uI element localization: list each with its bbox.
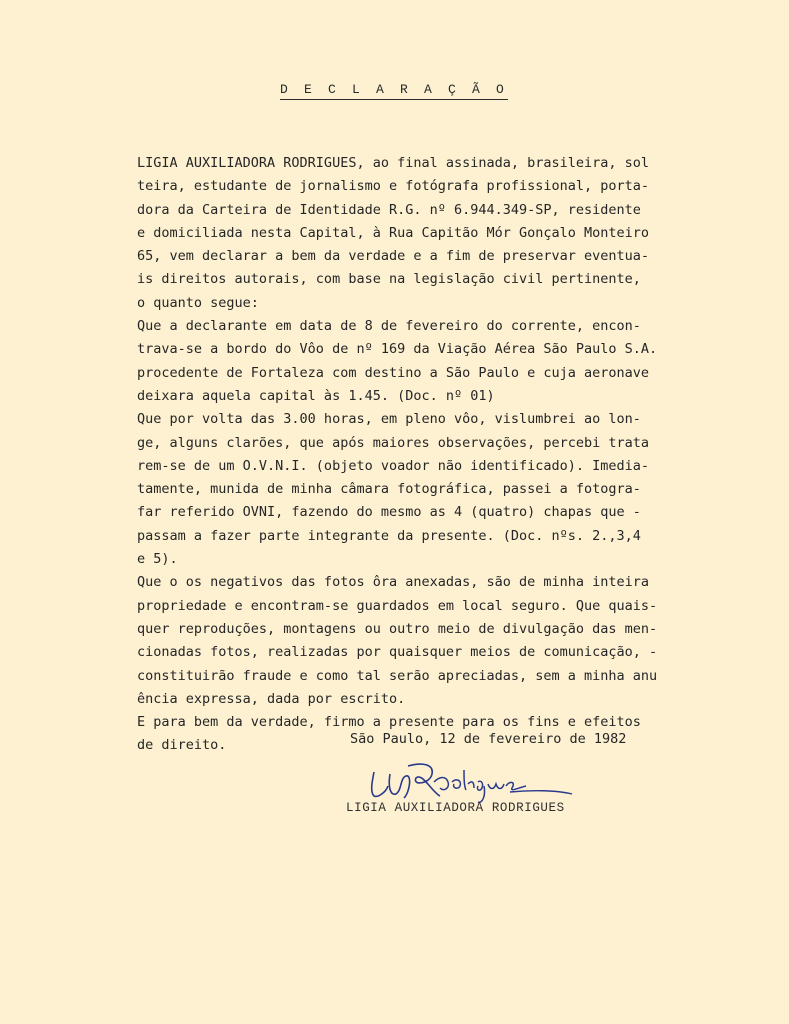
body-line: propriedade e encontram-se guardados em local seguro. Que quais- bbox=[137, 597, 658, 614]
signer-name: LIGIA AUXILIADORA RODRIGUES bbox=[346, 801, 565, 815]
body-line: 65, vem declarar a bem da verdade e a fim de preservar eventua- bbox=[137, 248, 650, 265]
body-line: procedente de Fortaleza com destino a São Paulo e cuja aeronave bbox=[137, 364, 650, 381]
body-line: quer reproduções, montagens ou outro meio de divulgação das men- bbox=[137, 620, 658, 637]
body-line: ência expressa, dada por escrito. bbox=[137, 690, 406, 707]
body-line: E para bem da verdade, firmo a presente para os fins e efeitos bbox=[137, 714, 641, 731]
body-line: rem-se de um O.V.N.I. (objeto voador não identificado). Imedia- bbox=[137, 457, 650, 474]
body-line: tamente, munida de minha câmara fotográfica, passei a fotogra- bbox=[137, 481, 641, 498]
body-line: LIGIA AUXILIADORA RODRIGUES, ao final assinada, brasileira, sol bbox=[137, 155, 650, 171]
body-line: passam a fazer parte integrante da presente. (Doc. nºs. 2.,3,4 bbox=[137, 527, 641, 544]
body-line: e 5). bbox=[137, 551, 178, 568]
body-line: far referido OVNI, fazendo do mesmo as 4 (quatro) chapas que - bbox=[137, 504, 641, 521]
body-line: teira, estudante de jornalismo e fotógrafa profissional, porta- bbox=[137, 178, 650, 195]
body-line: Que a declarante em data de 8 de fevereiro do corrente, encon- bbox=[137, 318, 641, 335]
body-line: e domiciliada nesta Capital, à Rua Capitão Mór Gonçalo Monteiro bbox=[137, 224, 650, 241]
body-line: ge, alguns clarões, que após maiores observações, percebi trata bbox=[137, 434, 650, 451]
body-line: Que por volta das 3.00 horas, em pleno vôo, vislumbrei ao lon- bbox=[137, 411, 641, 428]
body-line: o quanto segue: bbox=[137, 294, 259, 311]
body-line: is direitos autorais, com base na legislação civil pertinente, bbox=[137, 271, 641, 288]
place-and-date: São Paulo, 12 de fevereiro de 1982 bbox=[350, 731, 627, 747]
declaration-body bbox=[137, 152, 737, 758]
body-line: cionadas fotos, realizadas por quaisquer meios de comunicação, - bbox=[137, 644, 658, 661]
body-line: Que o os negativos das fotos ôra anexadas, são de minha inteira bbox=[137, 574, 650, 591]
body-line: deixara aquela capital às 1.45. (Doc. nº 01) bbox=[137, 387, 495, 404]
document-title: D E C L A R A Ç Ã O bbox=[280, 82, 508, 100]
body-line: trava-se a bordo do Vôo de nº 169 da Viação Aérea São Paulo S.A. bbox=[137, 341, 658, 358]
body-line: dora da Carteira de Identidade R.G. nº 6.944.349-SP, residente bbox=[137, 201, 641, 218]
body-line: constituirão fraude e como tal serão apreciadas, sem a minha anu bbox=[137, 667, 658, 684]
body-line: de direito. bbox=[137, 737, 227, 754]
